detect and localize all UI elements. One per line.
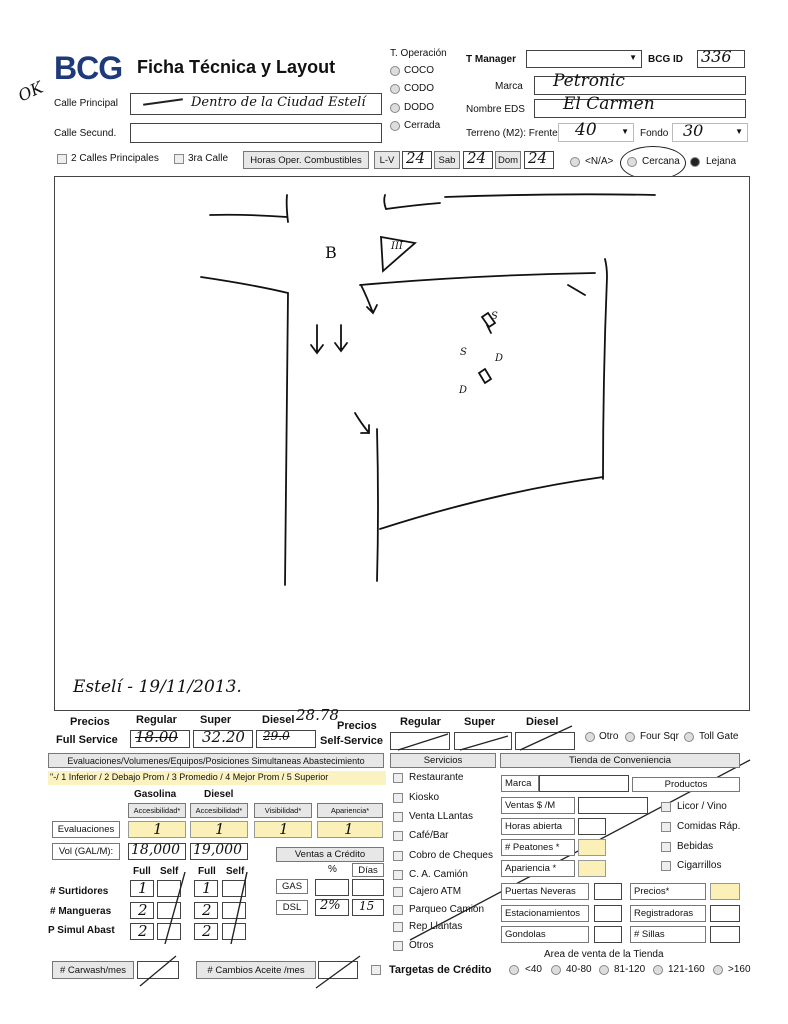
calle-principal-value: Dentro de la Ciudad Estelí: [191, 95, 366, 110]
servicio-label-5: Cobro de Cheques: [409, 850, 493, 861]
licor-label: Licor / Vino: [677, 801, 727, 812]
registradoras-label: Registradoras: [630, 905, 706, 922]
servicio-label-4: Café/Bar: [409, 830, 449, 841]
radio-area-5[interactable]: [713, 965, 723, 975]
lv-label: L-V: [374, 151, 400, 169]
mangueras-label: # Mangueras: [50, 906, 112, 917]
puertas-field[interactable]: [594, 883, 622, 900]
nombre-eds-field[interactable]: [534, 94, 746, 118]
cambios-aceite-label: # Cambios Aceite /mes: [196, 961, 316, 979]
road-line: [568, 285, 585, 295]
sab-field[interactable]: [463, 151, 493, 169]
full-gas-label: Full: [133, 866, 151, 877]
dsl-dias-field[interactable]: [352, 899, 384, 916]
area-option-5: >160: [728, 964, 751, 975]
dodo-label: DODO: [404, 102, 434, 113]
terreno-frente-value: 40: [575, 120, 597, 140]
carwash-label: # Carwash/mes: [52, 961, 134, 979]
bcg-id-value: 336: [701, 47, 732, 66]
sketch-label-d2: D: [459, 385, 468, 396]
simul-full-gas[interactable]: [130, 923, 154, 940]
pump-mark: [479, 369, 491, 383]
gas-label: GAS: [276, 879, 308, 894]
self-regular-label: Regular: [400, 716, 441, 728]
arrow-mark: [311, 325, 323, 353]
servicio-label-1: Restaurante: [409, 772, 464, 783]
simul-full-gas-value: 2: [138, 922, 148, 940]
diesel-eval-label: Diesel: [204, 789, 234, 800]
t-manager-label: T Manager: [466, 54, 517, 65]
full-diesel-col-label: Full: [198, 866, 216, 877]
full-regular-value: 18.00: [135, 728, 178, 746]
cercana-circle-mark: [620, 146, 686, 180]
self-strike-lines: [390, 722, 590, 752]
sab-value: 24: [467, 149, 487, 167]
layout-sketch-area[interactable]: [54, 176, 750, 711]
marca-field[interactable]: [534, 71, 746, 95]
radio-dodo[interactable]: [390, 103, 400, 113]
peatones-label: # Peatones *: [501, 839, 575, 856]
radio-lejana[interactable]: [690, 157, 700, 167]
chevron-down-icon: ▼: [621, 127, 629, 136]
area-option-3: 81-120: [614, 964, 646, 975]
carwash-strike-marks: [136, 950, 376, 990]
coco-label: COCO: [404, 65, 434, 76]
radio-codo[interactable]: [390, 84, 400, 94]
terreno-label: Terreno (M2): Frente: [466, 128, 558, 139]
vol-diesel-field[interactable]: [190, 843, 248, 860]
ok-mark: OK: [15, 77, 46, 106]
diesel-label: Diesel: [262, 714, 295, 726]
comidas-label: Comidas Ráp.: [677, 821, 741, 832]
dos-calles-label: 2 Calles Principales: [71, 153, 159, 164]
horas-abierta-label: Horas abierta: [501, 818, 575, 835]
gondolas-field[interactable]: [594, 926, 622, 943]
servicio-label-6: C. A. Camión: [409, 869, 468, 880]
servicio-label-2: Kiosko: [409, 792, 440, 803]
four-sqr-label: Four Sqr: [640, 731, 679, 742]
cercana-label: Cercana: [642, 156, 680, 167]
ventas-credito-button[interactable]: Ventas a Crédito: [276, 847, 384, 862]
bebidas-label: Bebidas: [677, 841, 714, 852]
mangueras-full-gas-value: 2: [138, 901, 148, 919]
sketch-footer-note: Estelí - 19/11/2013.: [73, 677, 242, 697]
marca-label: Marca: [495, 81, 523, 92]
full-diesel-struck: 29.0: [263, 729, 290, 743]
t-manager-select[interactable]: [526, 50, 642, 68]
dom-label: Dom: [495, 151, 521, 169]
gondolas-label: Gondolas: [501, 926, 589, 943]
servicio-label-8: Parqueo Camión: [409, 904, 485, 915]
evaluation-scale: "-/ 1 Inferior / 2 Debajo Prom / 3 Promedio / 4 Mejor Prom / 5 Superior: [50, 772, 329, 782]
arrow-mark: [335, 325, 347, 351]
gas-pct-field[interactable]: [315, 879, 349, 896]
col-visibilidad: Visibilidad*: [254, 803, 312, 818]
precios-label: Precios: [70, 716, 110, 728]
calle-principal-label: Calle Principal: [54, 98, 118, 109]
road-line: [445, 194, 655, 197]
radio-toll-gate[interactable]: [684, 732, 694, 742]
chevron-down-icon: ▼: [629, 53, 637, 62]
lejana-label: Lejana: [706, 156, 737, 167]
evaluaciones-label: Evaluaciones: [52, 821, 120, 838]
bcg-id-label: BCG ID: [648, 54, 683, 65]
estacionamientos-field[interactable]: [594, 905, 622, 922]
bebidas-checkbox[interactable]: [661, 842, 671, 852]
radio-area-2[interactable]: [551, 965, 561, 975]
road-line: [210, 215, 287, 217]
servicios-header: Servicios: [390, 753, 496, 768]
codo-label: CODO: [404, 83, 434, 94]
sketch-label-iii: III: [391, 241, 403, 252]
servicio-label-10: Otros: [409, 940, 434, 951]
t-operacion-label: T. Operación: [390, 48, 447, 59]
vol-gas-value: 18,000: [131, 842, 180, 858]
fondo-value: 30: [683, 121, 704, 140]
precios-tienda-field[interactable]: [710, 883, 740, 900]
fondo-label: Fondo: [640, 128, 669, 139]
vol-diesel-value: 19,000: [193, 842, 242, 858]
road-line: [377, 429, 378, 581]
dsl-pct-value: 2%: [320, 898, 341, 913]
self-diesel-label: Diesel: [526, 716, 559, 728]
tercera-calle-checkbox[interactable]: [174, 154, 184, 164]
surtidores-full-gas-value: 1: [138, 879, 148, 897]
area-option-2: 40-80: [566, 964, 592, 975]
bcg-id-field[interactable]: [697, 47, 745, 68]
dsl-dias-value: 15: [359, 899, 375, 913]
eval-field-2[interactable]: [190, 821, 248, 838]
self-service-label: Self-Service: [320, 735, 383, 747]
radio-four-sqr[interactable]: [625, 732, 635, 742]
fondo-select[interactable]: [672, 123, 748, 142]
simul-label: P Simul Abast: [48, 925, 115, 936]
self-gas-label: Self: [160, 866, 179, 877]
sillas-label: # Sillas: [630, 926, 706, 943]
bcg-logo: BCG: [54, 50, 123, 86]
calle-secund-label: Calle Secund.: [54, 128, 117, 139]
dsl-label: DSL: [276, 900, 308, 915]
full-diesel-field[interactable]: [256, 730, 316, 748]
productos-label: Productos: [632, 777, 740, 792]
eval-field-1[interactable]: [128, 821, 186, 838]
eval-value-2: 1: [215, 820, 225, 838]
sketch-label-s1: S: [460, 347, 467, 358]
comidas-checkbox[interactable]: [661, 822, 671, 832]
dom-value: 24: [528, 149, 548, 167]
sketch-label-b: B: [325, 243, 337, 262]
gasolina-label: Gasolina: [134, 789, 177, 800]
layout-sketch: [55, 177, 749, 710]
servicio-label-7: Cajero ATM: [409, 886, 462, 897]
radio-cerrada[interactable]: [390, 121, 400, 131]
cigarrillos-label: Cigarrillos: [677, 860, 722, 871]
otro-label: Otro: [599, 731, 619, 742]
nombre-eds-label: Nombre EDS: [466, 104, 525, 115]
lv-value: 24: [406, 149, 426, 167]
col-apariencia: Apariencia*: [317, 803, 383, 818]
precios-self-label: Precios: [337, 720, 377, 732]
road-line: [603, 259, 607, 479]
peatones-field[interactable]: [578, 839, 606, 856]
col-accesibilidad-diesel: Accesibilidad*: [190, 803, 248, 818]
dom-field[interactable]: [524, 151, 554, 169]
tienda-header: Tienda de Conveniencia: [500, 753, 740, 768]
gas-dias-field[interactable]: [352, 879, 384, 896]
full-service-label: Full Service: [56, 734, 118, 746]
marca-value: Petronic: [553, 71, 625, 91]
road-line: [384, 195, 440, 209]
ventas-field[interactable]: [578, 797, 648, 814]
nombre-eds-value: El Carmen: [563, 94, 655, 114]
puertas-label: Puertas Neveras: [501, 883, 589, 900]
surtidores-label: # Surtidores: [50, 886, 109, 897]
licor-checkbox[interactable]: [661, 802, 671, 812]
sillas-field[interactable]: [710, 926, 740, 943]
dsl-pct-field[interactable]: [315, 899, 349, 916]
tarjetas-checkbox[interactable]: [371, 965, 381, 975]
na-label: <N/A>: [585, 156, 614, 167]
col-accesibilidad-gas: Accesibilidad*: [128, 803, 186, 818]
dias-label: Días: [352, 863, 384, 877]
apariencia-field[interactable]: [578, 860, 606, 877]
road-line: [287, 195, 288, 222]
super-label: Super: [200, 714, 232, 726]
cerrada-label: Cerrada: [404, 120, 441, 131]
tercera-calle-label: 3ra Calle: [188, 153, 229, 164]
radio-area-3[interactable]: [599, 965, 609, 975]
simul-full-diesel-value: 2: [202, 922, 212, 940]
chevron-down-icon: ▼: [735, 127, 743, 136]
surtidores-full-diesel-value: 1: [202, 879, 212, 897]
mangueras-full-gas[interactable]: [130, 902, 154, 919]
regular-label: Regular: [136, 714, 177, 726]
apariencia-label: Apariencia *: [501, 860, 575, 877]
full-regular-field[interactable]: [130, 730, 190, 748]
radio-otro[interactable]: [585, 732, 595, 742]
eval-value-3: 1: [279, 820, 289, 838]
tarjetas-label: Targetas de Crédito: [389, 964, 492, 976]
sketch-label-s2: S: [491, 311, 498, 322]
area-option-4: 121-160: [668, 964, 705, 975]
calle-principal-field[interactable]: [130, 93, 382, 115]
servicio-label-9: Rep Llantas: [409, 921, 463, 932]
ventas-label: Ventas $ /M: [501, 797, 575, 814]
self-diesel-col-label: Self: [226, 866, 245, 877]
tienda-marca-field[interactable]: [539, 775, 629, 792]
evaluaciones-header: Evaluaciones/Volumenes/Equipos/Posiciones Simultaneas Abastecimiento: [48, 753, 384, 768]
eval-field-4[interactable]: [317, 821, 383, 838]
dos-calles-checkbox[interactable]: [57, 154, 67, 164]
terreno-frente-select[interactable]: [558, 120, 634, 142]
area-option-1: <40: [525, 964, 542, 975]
radio-area-4[interactable]: [653, 965, 663, 975]
road-line: [201, 277, 288, 585]
road-line: [380, 477, 603, 529]
vol-label: Vol (GAL/M):: [52, 843, 120, 860]
full-diesel-value: 28.78: [296, 706, 339, 724]
horas-abierta-field[interactable]: [578, 818, 606, 835]
horas-oper-button[interactable]: Horas Oper. Combustibles: [243, 151, 369, 169]
precios-tienda-label: Precios*: [630, 883, 706, 900]
sketch-label-d1: D: [495, 353, 504, 364]
estacionamientos-label: Estacionamientos: [501, 905, 589, 922]
radio-area-1[interactable]: [509, 965, 519, 975]
road-line: [360, 273, 595, 285]
arrow-mark: [355, 413, 369, 433]
pct-label: %: [328, 864, 337, 875]
radio-coco[interactable]: [390, 66, 400, 76]
lv-field[interactable]: [402, 151, 432, 169]
surtidores-full-gas[interactable]: [130, 880, 154, 897]
area-venta-label: Area de venta de la Tienda: [544, 949, 664, 960]
eval-value-1: 1: [153, 820, 163, 838]
sab-label: Sab: [434, 151, 460, 169]
full-super-value: 32.20: [202, 728, 245, 746]
vol-gas-field[interactable]: [128, 843, 186, 860]
radio-na[interactable]: [570, 157, 580, 167]
cigarrillos-checkbox[interactable]: [661, 861, 671, 871]
arrow-mark: [361, 285, 377, 313]
mangueras-full-diesel-value: 2: [202, 901, 212, 919]
servicio-label-3: Venta LLantas: [409, 811, 473, 822]
page-title: Ficha Técnica y Layout: [137, 57, 336, 77]
strike-mark: [143, 98, 183, 106]
self-strike-marks: [155, 866, 255, 946]
eval-field-3[interactable]: [254, 821, 312, 838]
toll-gate-label: Toll Gate: [699, 731, 739, 742]
self-super-label: Super: [464, 716, 496, 728]
eval-value-4: 1: [344, 820, 354, 838]
calle-secund-field[interactable]: [130, 123, 382, 143]
registradoras-field[interactable]: [710, 905, 740, 922]
full-super-field[interactable]: [193, 730, 253, 748]
tienda-marca-label: Marca: [501, 775, 539, 792]
